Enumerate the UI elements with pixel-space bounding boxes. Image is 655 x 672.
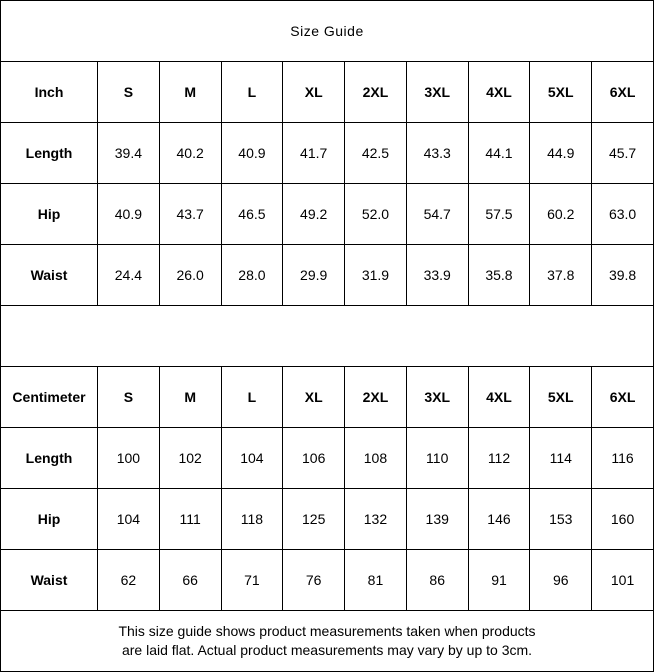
cm-value-cell: 118 — [221, 489, 283, 550]
cm-measure-label: Hip — [1, 489, 98, 550]
cm-value-cell: 116 — [592, 428, 654, 489]
inch-value-cell: 41.7 — [283, 123, 345, 184]
note-line1: This size guide shows product measurements taken when products — [118, 623, 536, 639]
spacer-cell — [1, 306, 654, 367]
cm-value-cell: 96 — [530, 550, 592, 611]
cm-value-cell: 114 — [530, 428, 592, 489]
inch-size-header: 4XL — [468, 62, 530, 123]
cm-size-header: L — [221, 367, 283, 428]
inch-unit-label: Inch — [1, 62, 98, 123]
cm-value-cell: 110 — [406, 428, 468, 489]
cm-value-cell: 125 — [283, 489, 345, 550]
inch-value-cell: 42.5 — [345, 123, 407, 184]
inch-value-cell: 39.8 — [592, 245, 654, 306]
inch-value-cell: 29.9 — [283, 245, 345, 306]
cm-unit-label: Centimeter — [1, 367, 98, 428]
cm-value-cell: 100 — [98, 428, 160, 489]
inch-value-cell: 63.0 — [592, 184, 654, 245]
cm-measure-label: Length — [1, 428, 98, 489]
table-row — [1, 123, 654, 184]
table-row — [1, 428, 654, 489]
inch-measure-label: Hip — [1, 184, 98, 245]
inch-value-cell: 60.2 — [530, 184, 592, 245]
cm-value-cell: 104 — [98, 489, 160, 550]
inch-size-header: 2XL — [345, 62, 407, 123]
inch-header-row — [1, 62, 654, 123]
cm-size-header: XL — [283, 367, 345, 428]
inch-value-cell: 49.2 — [283, 184, 345, 245]
inch-value-cell: 26.0 — [159, 245, 221, 306]
cm-value-cell: 111 — [159, 489, 221, 550]
inch-size-header: 6XL — [592, 62, 654, 123]
cm-value-cell: 153 — [530, 489, 592, 550]
inch-value-cell: 54.7 — [406, 184, 468, 245]
cm-measure-label: Waist — [1, 550, 98, 611]
cm-value-cell: 62 — [98, 550, 160, 611]
cm-value-cell: 108 — [345, 428, 407, 489]
inch-value-cell: 37.8 — [530, 245, 592, 306]
cm-size-header: 3XL — [406, 367, 468, 428]
inch-value-cell: 44.1 — [468, 123, 530, 184]
cm-size-header: 2XL — [345, 367, 407, 428]
table-row — [1, 245, 654, 306]
inch-value-cell: 39.4 — [98, 123, 160, 184]
inch-value-cell: 31.9 — [345, 245, 407, 306]
title-row — [1, 1, 654, 62]
cm-value-cell: 66 — [159, 550, 221, 611]
page-title: Size Guide — [1, 1, 654, 62]
inch-value-cell: 45.7 — [592, 123, 654, 184]
cm-value-cell: 71 — [221, 550, 283, 611]
inch-size-header: M — [159, 62, 221, 123]
inch-value-cell: 28.0 — [221, 245, 283, 306]
inch-size-header: 5XL — [530, 62, 592, 123]
inch-value-cell: 44.9 — [530, 123, 592, 184]
inch-value-cell: 40.9 — [98, 184, 160, 245]
inch-value-cell: 43.7 — [159, 184, 221, 245]
inch-value-cell: 46.5 — [221, 184, 283, 245]
cm-value-cell: 76 — [283, 550, 345, 611]
cm-value-cell: 104 — [221, 428, 283, 489]
note-row — [1, 611, 654, 672]
cm-value-cell: 86 — [406, 550, 468, 611]
cm-value-cell: 139 — [406, 489, 468, 550]
inch-size-header: S — [98, 62, 160, 123]
cm-header-row — [1, 367, 654, 428]
cm-size-header: M — [159, 367, 221, 428]
table-row — [1, 489, 654, 550]
cm-value-cell: 81 — [345, 550, 407, 611]
cm-value-cell: 102 — [159, 428, 221, 489]
inch-measure-label: Waist — [1, 245, 98, 306]
cm-value-cell: 132 — [345, 489, 407, 550]
cm-value-cell: 112 — [468, 428, 530, 489]
inch-value-cell: 43.3 — [406, 123, 468, 184]
inch-value-cell: 33.9 — [406, 245, 468, 306]
cm-value-cell: 101 — [592, 550, 654, 611]
cm-value-cell: 91 — [468, 550, 530, 611]
cm-value-cell: 146 — [468, 489, 530, 550]
cm-size-header: 5XL — [530, 367, 592, 428]
inch-size-header: L — [221, 62, 283, 123]
inch-measure-label: Length — [1, 123, 98, 184]
cm-value-cell: 160 — [592, 489, 654, 550]
table-row — [1, 184, 654, 245]
cm-size-header: S — [98, 367, 160, 428]
cm-value-cell: 106 — [283, 428, 345, 489]
inch-value-cell: 35.8 — [468, 245, 530, 306]
inch-value-cell: 57.5 — [468, 184, 530, 245]
inch-value-cell: 40.2 — [159, 123, 221, 184]
inch-size-header: 3XL — [406, 62, 468, 123]
inch-value-cell: 40.9 — [221, 123, 283, 184]
cm-size-header: 6XL — [592, 367, 654, 428]
note-line2: are laid flat. Actual product measurements may vary by up to 3cm. — [121, 642, 533, 658]
inch-value-cell: 52.0 — [345, 184, 407, 245]
cm-size-header: 4XL — [468, 367, 530, 428]
inch-value-cell: 24.4 — [98, 245, 160, 306]
table-row — [1, 550, 654, 611]
spacer-row — [1, 306, 654, 367]
measurement-note — [1, 611, 654, 672]
inch-size-header: XL — [283, 62, 345, 123]
